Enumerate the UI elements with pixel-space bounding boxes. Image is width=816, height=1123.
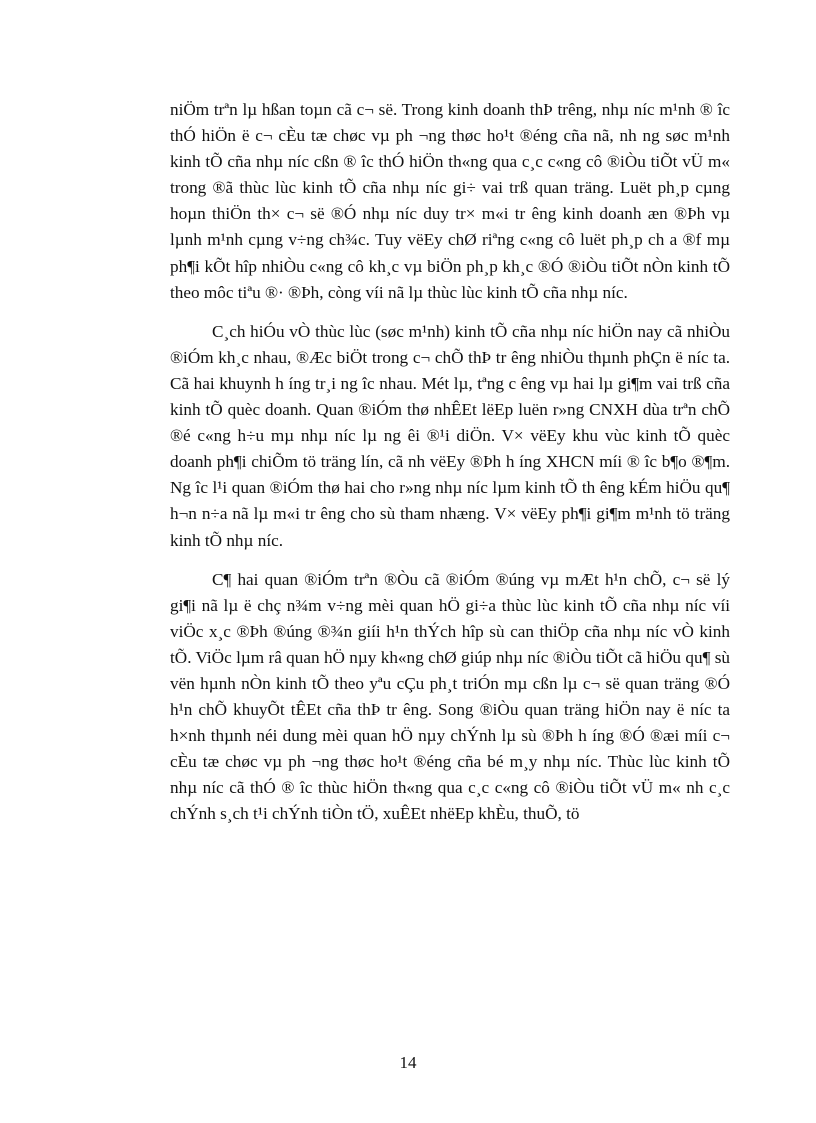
paragraph-2: C¸ch hiÓu vÒ thùc lùc (søc m¹nh) kinh tÕ cña nhµ níc hiÖn nay cã nhiÒu ®iÓm kh¸c nhau, ®Æc biÖt trong c¬ chÕ thÞ tr êng nhiÒu thµnh phÇn ë níc ta. Cã hai khuynh h íng tr¸i ng îc nhau. Mét lµ, tªng c êng vµ hai lµ gi¶m vai trß cña kinh tÕ quèc doanh. Quan ®iÓm thø nhÊEt lëEp luën r»ng CNXH dùa trªn chÕ ®é c«ng h÷u mµ nhµ níc lµ ng êi ®¹i diÖn. V× vëEy khu vùc kinh tÕ quèc doanh ph¶i chiÕm tö träng lín, cã nh vëEy ®Þh h íng XHCN míi ® îc b¶o ®¶m. Ng îc l¹i quan ®iÓm thø hai cho r»ng nhµ níc lµm kinh tÕ th êng kÉm hiÖu qu¶ h¬n n÷a nã lµ m«i tr êng cho sù tham nhæng. V× vëEy ph¶i gi¶m m¹nh tö träng kinh tÕ nhµ níc. bbox=[170, 321, 730, 550]
page-number: 14 bbox=[399, 1053, 417, 1072]
paragraph-1: niÖm trªn lµ hßan toµn cã c¬ së. Trong kinh doanh thÞ trêng, nhµ níc m¹nh ® îc thÓ hiÖn ë c¬ cÈu tæ chøc vµ ph ¬ng thøc ho¹t ®éng cña nã, nh ng søc m¹nh kinh tÕ cña nhµ níc cßn ® îc thÓ hiÖn th«ng qua c¸c c«ng cô ®iÒu tiÕt vÜ m« trong ®ã thùc lùc kinh tÕ cña nhµ níc gi÷ vai trß quan träng. Luët ph¸p cµng hoµn thiÖn th× c¬ së ®Ó nhµ níc duy tr× m«i tr êng kinh doanh æn ®Þh vµ lµnh m¹nh cµng v÷ng ch¾c. Tuy vëEy chØ riªng c«ng cô luët ph¸p ch a ®f mµ ph¶i kÕt hîp nhiÒu c«ng cô kh¸c vµ biÖn ph¸p kh¸c ®Ó ®iÒu tiÕt nÒn kinh tÕ theo môc tiªu ®· ®Þh, còng víi nã lµ thùc lùc kinh tÕ cña nhµ níc. bbox=[170, 100, 730, 302]
body-text bbox=[170, 97, 730, 841]
paragraph-3: C¶ hai quan ®iÓm trªn ®Òu cã ®iÓm ®úng vµ mÆt h¹n chÕ, c¬ së lý gi¶i nã lµ ë chç n¾m v÷ng mèi quan hÖ gi÷a thùc lùc kinh tÕ cña nhµ níc víi viÖc x¸c ®Þh ®úng ®¾n giíi h¹n thÝch hîp sù can thiÖp cña nhµ níc vÒ kinh tÕ. ViÖc lµm râ quan hÖ nµy kh«ng chØ giúp nhµ níc ®iÒu tiÕt cã hiÖu qu¶ sù vën hµnh nÒn kinh tÕ theo yªu cÇu ph¸t triÓn mµ cßn lµ c¬ së quan träng ®Ó h¹n chÕ khuyÕt tÊEt cña thÞ tr êng. Song ®iÒu quan träng hiÖn nay ë níc ta h×nh thµnh néi dung mèi quan hÖ nµy chÝnh lµ sù ®Þh h íng ®Ó ®æi míi c¬ cÈu tæ chøc vµ ph ¬ng thøc ho¹t ®éng cña bé m¸y nhµ níc. Thùc lùc kinh tÕ nhµ níc cã thÓ ® îc thùc hiÖn th«ng qua c¸c c«ng cô ®iÒu tiÕt vÜ m« nh c¸c chÝnh s¸ch t¹i chÝnh tiÒn tÖ, xuÊEt nhëEp khÈu, thuÕ, tö bbox=[170, 569, 730, 824]
